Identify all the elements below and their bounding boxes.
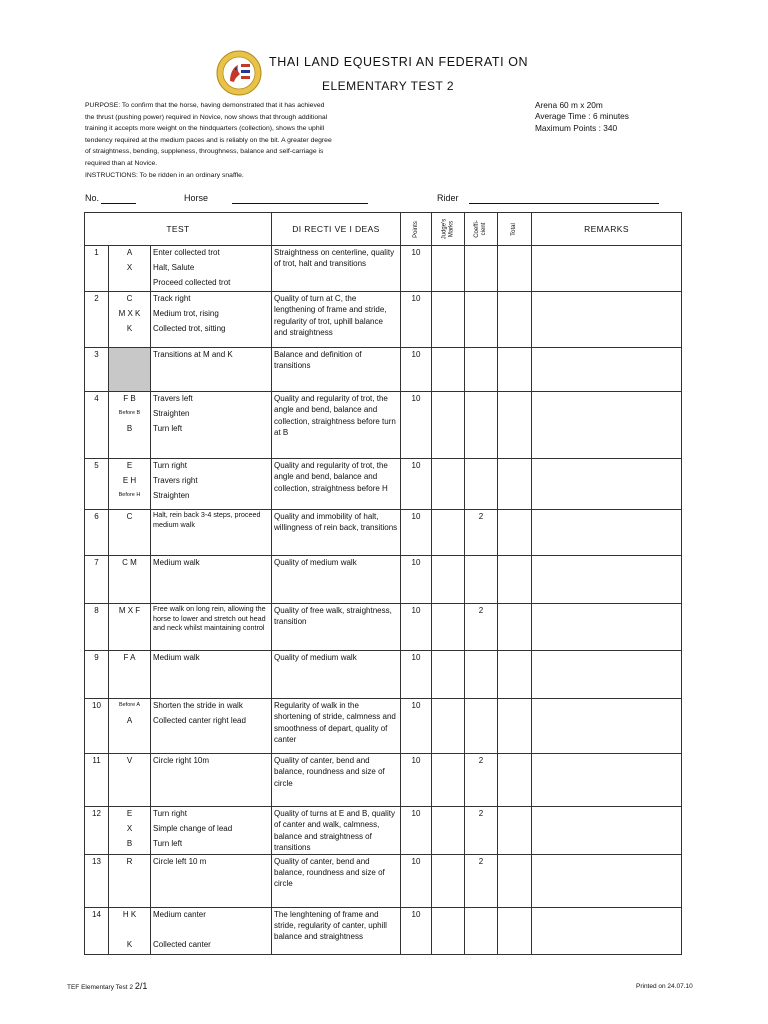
- coefficient: [465, 348, 498, 392]
- remarks-cell[interactable]: [532, 604, 682, 651]
- directive-ideas: Quality of free walk, straightness, transition: [272, 604, 401, 651]
- directive-ideas: Quality of canter, bend and balance, roundness and size of circle: [272, 854, 401, 907]
- total-cell[interactable]: [498, 348, 532, 392]
- test-sheet-table: [84, 212, 682, 955]
- marker-letter: M X K: [118, 309, 141, 318]
- marker-letter: C: [126, 294, 133, 303]
- footer-page-number: 2/1: [134, 981, 148, 991]
- remarks-cell[interactable]: [532, 292, 682, 348]
- movement-number: 5: [85, 459, 109, 510]
- movement-line: Medium trot, rising: [153, 309, 219, 318]
- movement-number: 2: [85, 292, 109, 348]
- total-cell[interactable]: [498, 246, 532, 292]
- movement-line: Collected canter right lead: [153, 716, 246, 725]
- no-label: No.: [85, 193, 100, 203]
- purpose-line: required than at Novice.: [85, 159, 158, 167]
- coefficient: 2: [465, 604, 498, 651]
- total-cell[interactable]: [498, 556, 532, 604]
- marker-letter: B: [126, 839, 133, 848]
- coefficient: 2: [465, 854, 498, 907]
- total-cell[interactable]: [498, 754, 532, 807]
- marker-letter: E: [126, 461, 133, 470]
- judges-marks-cell[interactable]: [432, 292, 465, 348]
- judges-marks-cell[interactable]: [432, 556, 465, 604]
- max-points: 10: [401, 510, 432, 556]
- header-points: Points: [401, 213, 432, 246]
- movement-number: 10: [85, 699, 109, 754]
- max-points: 10: [401, 292, 432, 348]
- movement-line: Travers left: [153, 394, 193, 403]
- directive-ideas: Balance and definition of transitions: [272, 348, 401, 392]
- marker-letter: F A: [123, 653, 136, 662]
- remarks-cell[interactable]: [532, 907, 682, 954]
- marker-letter: Before A: [118, 702, 141, 708]
- max-points: 10: [401, 604, 432, 651]
- total-cell[interactable]: [498, 907, 532, 954]
- marker-letter: A: [126, 716, 133, 725]
- arena-markers: [109, 651, 151, 699]
- movement-description: [151, 651, 272, 699]
- total-cell[interactable]: [498, 807, 532, 855]
- judges-marks-cell[interactable]: [432, 754, 465, 807]
- rider-field[interactable]: [469, 203, 659, 204]
- movement-line: Simple change of lead: [153, 824, 233, 833]
- coefficient: [465, 246, 498, 292]
- header-remarks: REMARKS: [532, 213, 682, 246]
- marker-letter: V: [126, 756, 133, 765]
- test-title: ELEMENTARY TEST 2: [322, 79, 455, 93]
- total-cell[interactable]: [498, 604, 532, 651]
- judges-marks-cell[interactable]: [432, 604, 465, 651]
- marker-letter: [109, 923, 150, 938]
- judges-marks-cell[interactable]: [432, 392, 465, 459]
- arena-info: [535, 100, 629, 134]
- arena-markers: [109, 907, 151, 954]
- movement-description: [151, 754, 272, 807]
- movement-number: 13: [85, 854, 109, 907]
- horse-label: Horse: [184, 193, 209, 203]
- table-row: [85, 651, 682, 699]
- instructions-line: INSTRUCTIONS: To be ridden in an ordinary snaffle.: [85, 171, 244, 179]
- purpose-line: PURPOSE: To confirm that the horse, having demonstrated that it has achieved: [85, 102, 325, 109]
- movement-description: [151, 348, 272, 392]
- remarks-cell[interactable]: [532, 807, 682, 855]
- movement-number: 8: [85, 604, 109, 651]
- table-body: [85, 246, 682, 955]
- table-row: [85, 807, 682, 855]
- remarks-cell[interactable]: [532, 392, 682, 459]
- marker-letter: [109, 348, 150, 363]
- movement-number: 9: [85, 651, 109, 699]
- movement-line: Proceed collected trot: [153, 278, 231, 287]
- arena-markers: [109, 246, 151, 292]
- marker-letter: Before H: [118, 492, 141, 498]
- footer-doc-name: TEF Elementary Test 2: [67, 984, 133, 991]
- marker-letter: A: [126, 248, 133, 257]
- coefficient: [465, 651, 498, 699]
- arena-markers: [109, 754, 151, 807]
- movement-line: Straighten: [153, 491, 190, 500]
- judges-marks-cell[interactable]: [432, 807, 465, 855]
- movement-line: Halt, Salute: [153, 263, 195, 272]
- max-points: 10: [401, 651, 432, 699]
- maximum-points: Maximum Points : 340: [535, 122, 618, 133]
- movement-number: 6: [85, 510, 109, 556]
- total-cell[interactable]: [498, 699, 532, 754]
- marker-letter: X: [126, 824, 133, 833]
- movement-line: Circle right 10m: [153, 756, 210, 765]
- table-row: [85, 699, 682, 754]
- max-points: 10: [401, 246, 432, 292]
- movement-line: Medium walk: [153, 653, 200, 662]
- marker-letter: [109, 276, 150, 291]
- remarks-cell[interactable]: [532, 754, 682, 807]
- marker-letter: R: [126, 856, 133, 866]
- judges-marks-cell[interactable]: [432, 699, 465, 754]
- movement-description: [151, 246, 272, 292]
- movement-line: Straighten: [153, 409, 190, 418]
- arena-markers: [109, 348, 151, 392]
- max-points: 10: [401, 754, 432, 807]
- table-row: [85, 754, 682, 807]
- movement-description: [151, 459, 272, 510]
- max-points: 10: [401, 699, 432, 754]
- marker-letter: H K: [122, 909, 137, 919]
- coefficient: [465, 907, 498, 954]
- table-header-row: [85, 213, 682, 246]
- marker-letter: C: [126, 512, 133, 521]
- movement-description: [151, 807, 272, 855]
- footer-doc-label: [67, 981, 147, 991]
- directive-ideas: Quality of turn at C, the lengthening of frame and stride, regularity of trot, uphill balance and straightness: [272, 292, 401, 348]
- directive-ideas: Quality and regularity of trot, the angle and bend, balance and collection, straightness before turn at B: [272, 392, 401, 459]
- marker-letter: E: [126, 809, 133, 818]
- movement-line: Medium walk: [153, 558, 200, 567]
- judges-marks-cell[interactable]: [432, 510, 465, 556]
- table-row: [85, 392, 682, 459]
- movement-number: 14: [85, 907, 109, 954]
- coefficient: [465, 459, 498, 510]
- movement-line: Track right: [153, 294, 191, 303]
- marker-letter: K: [126, 939, 133, 949]
- movement-line: Free walk on long rein, allowing the horse to lower and stretch out head and neck whilst maintaining control: [153, 604, 266, 633]
- directive-ideas: Quality of canter, bend and balance, roundness and size of circle: [272, 754, 401, 807]
- marker-letter: C M: [122, 558, 137, 567]
- coefficient: [465, 392, 498, 459]
- arena-markers: [109, 556, 151, 604]
- max-points: 10: [401, 392, 432, 459]
- remarks-cell[interactable]: [532, 348, 682, 392]
- no-field[interactable]: [101, 203, 136, 204]
- header-coefficient: Coeffi- cient: [465, 213, 498, 246]
- arena-markers: [109, 854, 151, 907]
- movement-number: 1: [85, 246, 109, 292]
- remarks-cell[interactable]: [532, 246, 682, 292]
- arena-markers: [109, 807, 151, 855]
- directive-ideas: Quality and regularity of trot, the angle and bend, balance and collection, straightness before H: [272, 459, 401, 510]
- movement-line: Collected canter: [153, 939, 211, 949]
- table-row: [85, 459, 682, 510]
- total-cell[interactable]: [498, 392, 532, 459]
- remarks-cell[interactable]: [532, 556, 682, 604]
- movement-description: [151, 854, 272, 907]
- arena-markers: [109, 699, 151, 754]
- movement-number: 11: [85, 754, 109, 807]
- judges-marks-cell[interactable]: [432, 348, 465, 392]
- header-directive-ideas: DI RECTI VE I DEAS: [272, 213, 401, 246]
- movement-line: Turn right: [153, 809, 187, 818]
- marker-letter: Before B: [118, 410, 141, 416]
- table-row: [85, 907, 682, 954]
- max-points: 10: [401, 459, 432, 510]
- total-cell[interactable]: [498, 651, 532, 699]
- directive-ideas: Quality of medium walk: [272, 556, 401, 604]
- arena-markers: [109, 604, 151, 651]
- purpose-line: of straightness, bending, suppleness, throughness, balance and self-carriage is: [85, 148, 324, 156]
- tef-emblem-icon: [216, 50, 262, 96]
- max-points: 10: [401, 854, 432, 907]
- directive-ideas: Quality of medium walk: [272, 651, 401, 699]
- coefficient: 2: [465, 510, 498, 556]
- remarks-cell[interactable]: [532, 699, 682, 754]
- remarks-cell[interactable]: [532, 459, 682, 510]
- judges-marks-cell[interactable]: [432, 907, 465, 954]
- arena-markers: [109, 510, 151, 556]
- coefficient: 2: [465, 807, 498, 855]
- movement-description: [151, 604, 272, 651]
- movement-line: Halt, rein back 3-4 steps, proceed medium walk: [153, 510, 261, 529]
- header-total: Total: [498, 213, 532, 246]
- max-points: 10: [401, 907, 432, 954]
- movement-line: Turn right: [153, 461, 187, 470]
- movement-description: [151, 699, 272, 754]
- table-row: [85, 854, 682, 907]
- table-row: [85, 348, 682, 392]
- header-test: TEST: [85, 213, 272, 246]
- rider-label: Rider: [437, 193, 459, 203]
- coefficient: 2: [465, 754, 498, 807]
- movement-description: [151, 556, 272, 604]
- judges-marks-cell[interactable]: [432, 651, 465, 699]
- movement-description: [151, 510, 272, 556]
- org-title: THAI LAND EQUESTRI AN FEDERATI ON: [269, 55, 529, 69]
- max-points: 10: [401, 807, 432, 855]
- judges-marks-cell[interactable]: [432, 246, 465, 292]
- directive-ideas: Straightness on centerline, quality of trot, halt and transitions: [272, 246, 401, 292]
- movement-number: 4: [85, 392, 109, 459]
- marker-letter: B: [126, 424, 133, 433]
- max-points: 10: [401, 348, 432, 392]
- movement-line: Circle left 10 m: [153, 856, 207, 866]
- purpose-line: training it accepts more weight on the hindquarters (collection), shows the uphill: [85, 125, 325, 133]
- arena-markers: [109, 392, 151, 459]
- marker-letter: E H: [122, 476, 137, 485]
- purpose-text: [85, 100, 385, 181]
- movement-line: Medium canter: [153, 909, 206, 919]
- coefficient: [465, 699, 498, 754]
- marker-letter: M X F: [118, 606, 141, 615]
- judges-marks-cell[interactable]: [432, 854, 465, 907]
- max-points: 10: [401, 556, 432, 604]
- table-row: [85, 556, 682, 604]
- purpose-line: tendency required at the medium paces and is reliably on the bit. A greater degree: [85, 136, 332, 144]
- marker-letter: X: [126, 263, 133, 272]
- movement-description: [151, 292, 272, 348]
- directive-ideas: Regularity of walk in the shortening of stride, calmness and smoothness of depart, quality of canter: [272, 699, 401, 754]
- coefficient: [465, 292, 498, 348]
- directive-ideas: Quality and immobility of halt, willingness of rein back, transitions: [272, 510, 401, 556]
- total-cell[interactable]: [498, 510, 532, 556]
- total-cell[interactable]: [498, 459, 532, 510]
- table-row: [85, 604, 682, 651]
- marker-letter: F B: [123, 394, 136, 403]
- remarks-cell[interactable]: [532, 854, 682, 907]
- table-row: [85, 510, 682, 556]
- movement-line: Turn left: [153, 839, 183, 848]
- arena-size: Arena 60 m x 20m: [535, 100, 603, 110]
- coefficient: [465, 556, 498, 604]
- header-judges-marks: Judge's Marks: [432, 213, 465, 246]
- movement-line: Enter collected trot: [153, 248, 220, 257]
- directive-ideas: The lenghtening of frame and stride, regularity of canter, uphill balance and straightness: [272, 907, 401, 954]
- arena-markers: [109, 459, 151, 510]
- horse-field[interactable]: [232, 203, 368, 204]
- movement-description: [151, 907, 272, 954]
- directive-ideas: Quality of turns at E and B, quality of canter and walk, calmness, balance and straightness of transitions: [272, 807, 401, 855]
- arena-markers: [109, 292, 151, 348]
- movement-line: Collected trot, sitting: [153, 324, 226, 333]
- purpose-line: the thrust (pushing power) required in Novice, now shows that through additional: [85, 113, 328, 121]
- movement-line: Turn left: [153, 424, 183, 433]
- movement-number: 7: [85, 556, 109, 604]
- average-time: Average Time : 6 minutes: [535, 111, 629, 122]
- movement-line: Transitions at M and K: [153, 350, 233, 359]
- remarks-cell[interactable]: [532, 510, 682, 556]
- judges-marks-cell[interactable]: [432, 459, 465, 510]
- movement-number: 12: [85, 807, 109, 855]
- total-cell[interactable]: [498, 854, 532, 907]
- movement-line: Travers right: [153, 476, 198, 485]
- marker-letter: K: [126, 324, 133, 333]
- movement-line: Shorten the stride in walk: [153, 701, 243, 710]
- movement-line: [153, 923, 271, 938]
- table-row: [85, 246, 682, 292]
- total-cell[interactable]: [498, 292, 532, 348]
- movement-number: 3: [85, 348, 109, 392]
- footer-printed-date: Printed on 24.07.10: [636, 983, 693, 990]
- movement-description: [151, 392, 272, 459]
- remarks-cell[interactable]: [532, 651, 682, 699]
- table-row: [85, 292, 682, 348]
